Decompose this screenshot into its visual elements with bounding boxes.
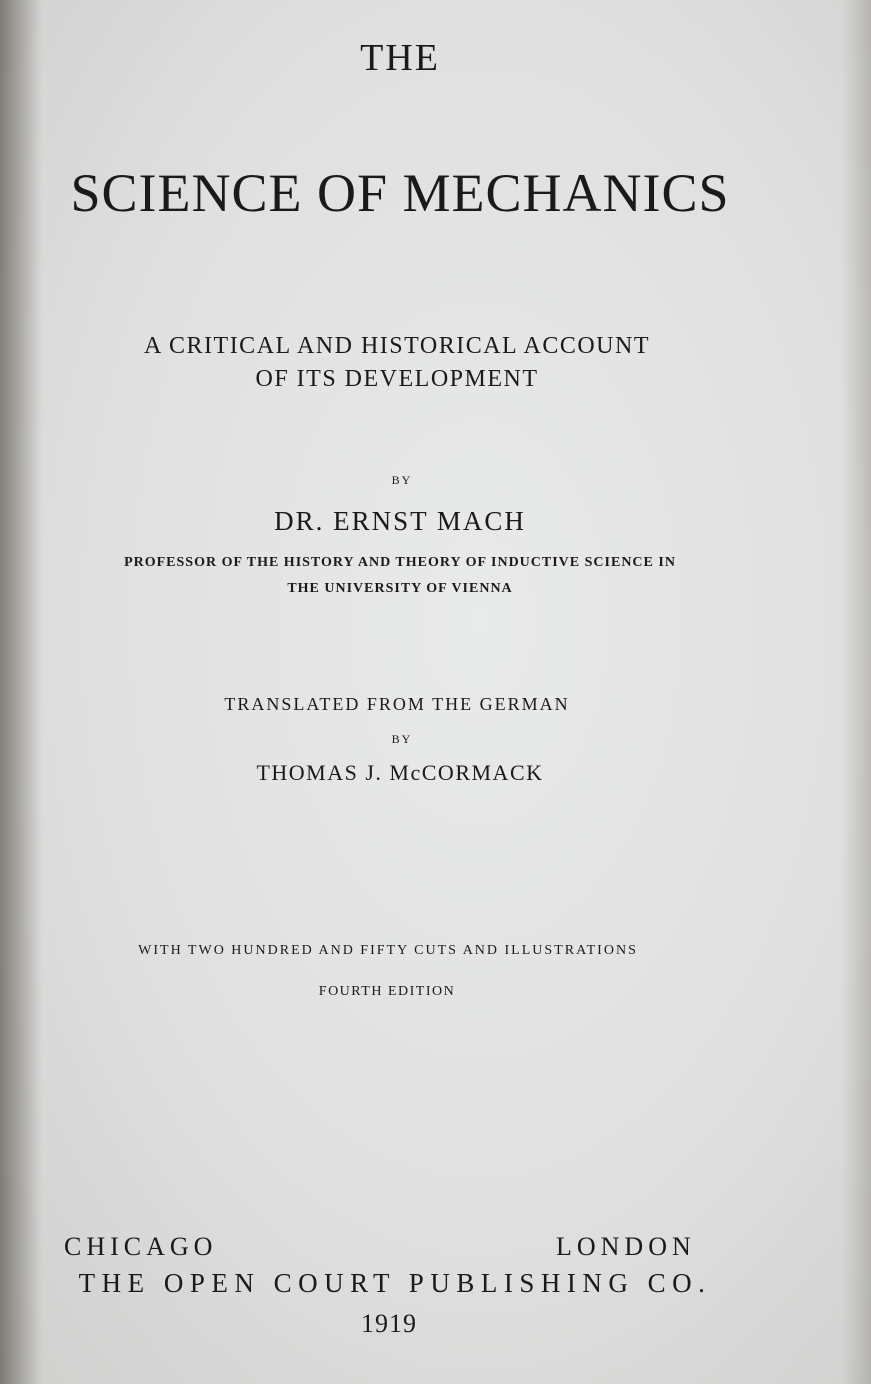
title-article: THE (360, 37, 440, 79)
publisher-city-left: CHICAGO (64, 1232, 218, 1261)
edition-note: FOURTH EDITION (318, 984, 456, 999)
translator-name: THOMAS J. McCORMACK (256, 760, 544, 785)
by-author-label: BY (391, 473, 413, 487)
publication-year: 1919 (361, 1309, 417, 1338)
publisher-city-right: LONDON (556, 1232, 696, 1261)
author-position-line-2: THE UNIVERSITY OF VIENNA (287, 581, 513, 596)
author-name: DR. ERNST MACH (274, 506, 526, 536)
subtitle-line-1: A CRITICAL AND HISTORICAL ACCOUNT (144, 333, 650, 359)
publisher-name: THE OPEN COURT PUBLISHING CO. (78, 1268, 712, 1298)
author-position-line-1: PROFESSOR OF THE HISTORY AND THEORY OF INDUCTIVE SCIENCE IN (124, 555, 676, 570)
book-title: SCIENCE OF MECHANICS (70, 163, 730, 223)
subtitle-line-2: OF ITS DEVELOPMENT (255, 366, 539, 392)
translated-from: TRANSLATED FROM THE GERMAN (224, 694, 570, 714)
illustrations-note: WITH TWO HUNDRED AND FIFTY CUTS AND ILLUSTRATIONS (138, 943, 638, 958)
by-translator-label: BY (391, 732, 413, 746)
